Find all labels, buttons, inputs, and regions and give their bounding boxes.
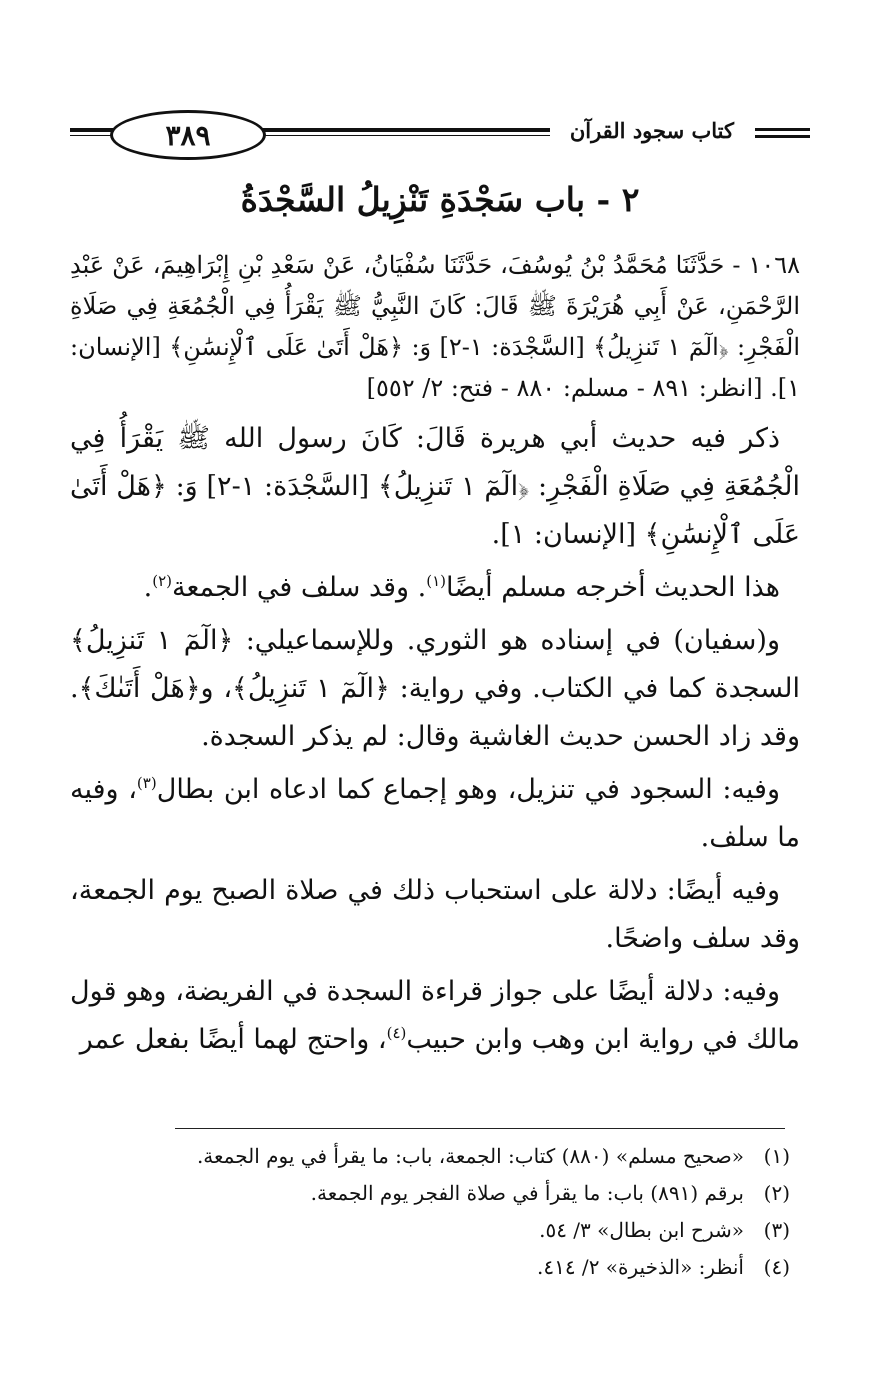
- paragraph-2-text-3: .: [143, 572, 153, 603]
- page-number: ٣٨٩: [110, 110, 266, 160]
- footnotes: [100, 1138, 790, 1286]
- chapter-title: ٢ - باب سَجْدَةِ تَنْزِيلُ السَّجْدَةُ: [240, 180, 640, 219]
- footnote-2: [100, 1175, 790, 1212]
- paragraph-1: [70, 415, 800, 559]
- paragraph-5: [70, 867, 800, 963]
- paragraph-6-text: وفيه: دلالة أيضًا على جواز قراءة السجدة في الفريضة، وهو قول مالك في رواية ابن وهب وابن حبيب: [70, 976, 800, 1055]
- footnote-1: [100, 1138, 790, 1175]
- paragraph-3: [70, 617, 800, 761]
- paragraph-2-text-2: . وقد سلف في الجمعة: [172, 572, 427, 603]
- paragraph-6-text-2: ، واحتج لهما أيضًا بفعل عمر: [79, 1024, 387, 1055]
- footnote-number: (٤): [763, 1255, 790, 1279]
- footnote-text: «صحيح مسلم» (٨٨٠) كتاب: الجمعة، باب: ما يقرأ في يوم الجمعة.: [196, 1144, 744, 1168]
- paragraph-3-text: و(سفيان) في إسناده هو الثوري. وللإسماعيلي: ﴿الٓمٓ ١ تَنزِيلُ﴾ السجدة كما في الكتاب. وفي رواية: ﴿الٓمٓ ١ تَنزِيلُ﴾، و﴿هَلْ أَتَىٰكَ﴾. وقد زاد الحسن حديث الغاشية وقال: لم يذكر السجدة.: [70, 625, 801, 752]
- footnote-ref-4[interactable]: (٤): [386, 1024, 407, 1042]
- footnote-text: «شرح ابن بطال» ٣/ ٥٤.: [539, 1218, 744, 1242]
- paragraph-4: [70, 766, 800, 862]
- footnote-number: (٣): [763, 1218, 790, 1242]
- footnote-number: (٢): [763, 1181, 790, 1205]
- paragraph-6: [70, 968, 800, 1064]
- footnote-text: أنظر: «الذخيرة» ٢/ ٤١٤.: [536, 1255, 744, 1279]
- footnote-ref-3[interactable]: (٣): [136, 774, 157, 792]
- footnote-ref-2[interactable]: (٢): [152, 572, 173, 590]
- footnote-ref-1[interactable]: (١): [426, 572, 447, 590]
- footnote-4: [100, 1249, 790, 1286]
- paragraph-4-text: وفيه: السجود في تنزيل، وهو إجماع كما ادعاه ابن بطال: [156, 774, 780, 805]
- header-rule-right-bottom: [755, 135, 810, 138]
- hadith-text: ١٠٦٨ - حَدَّثَنَا مُحَمَّدُ بْنُ يُوسُفَ، حَدَّثَنَا سُفْيَانُ، عَنْ سَعْدِ بْنِ إِبْرَاهِيمَ، عَنْ عَبْدِ الرَّحْمَنِ، عَنْ أَبِي هُرَيْرَةَ ﷺ قَالَ: كَانَ النَّبِيُّ ﷺ يَقْرَأُ فِي الْجُمُعَةِ فِي صَلَاةِ الْفَجْرِ: ﴿الٓمٓ ١ تَنزِيلُ﴾ [السَّجْدَة: ١-٢] وَ: ﴿هَلْ أَتَىٰ عَلَى ٱلْإِنسَٰنِ﴾ [الإنسان: ١]. [انظر: ٨٩١ - مسلم: ٨٨٠ - فتح: ٢/ ٥٥٢]: [70, 251, 800, 402]
- paragraph-2-text: هذا الحديث أخرجه مسلم أيضًا: [446, 572, 780, 603]
- paragraph-2: [70, 564, 800, 612]
- header-rule-right-top: [755, 128, 810, 131]
- footnote-3: [100, 1212, 790, 1249]
- paragraph-4-text-2: ، وفيه ما سلف.: [70, 774, 800, 853]
- footnote-separator: [175, 1128, 785, 1129]
- paragraph-5-text: وفيه أيضًا: دلالة على استحباب ذلك في صلاة الصبح يوم الجمعة، وقد سلف واضحًا.: [70, 875, 800, 954]
- footnote-number: (١): [763, 1144, 790, 1168]
- running-header: [70, 98, 810, 168]
- book-title: كتاب سجود القرآن: [564, 118, 740, 143]
- paragraph-1-text: ذكر فيه حديث أبي هريرة قَالَ: كَانَ رسول الله ﷺ يَقْرَأُ فِي الْجُمُعَةِ فِي صَلَاةِ الْفَجْرِ: ﴿الٓمٓ ١ تَنزِيلُ﴾ [السَّجْدَة: ١-٢] وَ: ﴿هَلْ أَتَىٰ عَلَى ٱلْإِنسَٰنِ﴾ [الإنسان: ١].: [70, 423, 800, 550]
- main-text: [70, 245, 800, 1069]
- footnote-text: برقم (٨٩١) باب: ما يقرأ في صلاة الفجر يوم الجمعة.: [310, 1181, 744, 1205]
